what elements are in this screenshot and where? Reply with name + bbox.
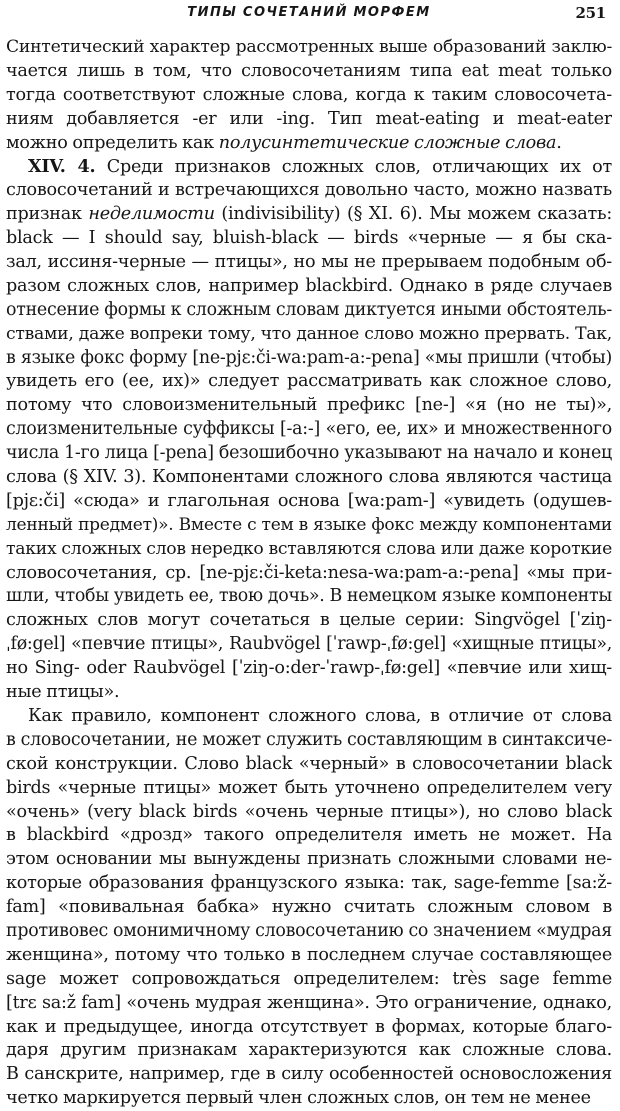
section-number: XIV. 4. bbox=[28, 156, 96, 178]
paragraph bbox=[6, 155, 612, 704]
text-run: как и предыдущее, иногда отсутствует в формах, которые благо- bbox=[6, 1016, 612, 1037]
italic-term: неделимости bbox=[88, 204, 215, 225]
text-run: Синтетический характер рассмотренных выше образований заклю- bbox=[6, 37, 612, 57]
text-run: чается лишь в том, что словосочетаниям типа eat meat только bbox=[6, 60, 612, 81]
text-line bbox=[6, 370, 612, 394]
text-run: слоизменительные суффиксы [-a:-] «его, ее, их» и множественного bbox=[6, 419, 612, 440]
page-number: 251 bbox=[575, 4, 606, 22]
text-run: ствами, даже вопреки тому, что данное слово можно прервать. Так, bbox=[6, 323, 612, 344]
text-run: black — I should say, bluish-black — birds «черные — я бы ска- bbox=[6, 228, 612, 249]
text-run: увидеть его (ее, их)» следует рассматривать как сложное слово, bbox=[6, 371, 612, 392]
text-line bbox=[6, 729, 612, 753]
text-run: birds «черные птицы» может быть уточнено определителем very bbox=[6, 777, 612, 798]
text-run: Как правило, компонент сложного слова, в отличие от слова bbox=[28, 705, 612, 726]
text-run: слова (§ XIV. 3). Компонентами сложного слова являются частица bbox=[6, 467, 612, 488]
text-line bbox=[6, 227, 612, 251]
text-run: . bbox=[556, 132, 562, 153]
text-line bbox=[6, 681, 612, 705]
text-run: шли, чтобы увидеть ее, твою дочь». В немецком языке компоненты bbox=[6, 586, 612, 607]
text-line bbox=[6, 562, 612, 586]
text-run: ленный предмет)». Вместе с тем в языке фокс между компонентами bbox=[6, 514, 612, 535]
text-run: fam] «повивальная бабка» нужно считать сложным словом в bbox=[6, 897, 612, 918]
text-line bbox=[6, 60, 612, 84]
text-line bbox=[6, 944, 612, 968]
italic-term: полусинтетические сложные слова bbox=[218, 132, 557, 153]
text-line bbox=[6, 1087, 612, 1111]
text-run: в blackbird «дрозд» такого определителя иметь не может. На bbox=[6, 825, 612, 846]
paragraph bbox=[6, 705, 612, 1111]
text-run: потому что словоизменительный префикс [ne-] «я (но не ты)», bbox=[6, 395, 612, 416]
text-line bbox=[6, 657, 612, 681]
text-line bbox=[6, 155, 612, 179]
text-line bbox=[6, 1063, 612, 1087]
text-run: разом сложных слов, например blackbird. Однако в ряде случаев bbox=[6, 275, 612, 296]
text-line bbox=[6, 705, 612, 729]
text-run: словосочетания, ср. [ne-pjɛ:či-keta:nesa-wa:pam-a:-pena] «мы при- bbox=[6, 562, 612, 583]
text-line bbox=[6, 299, 612, 323]
text-run: противовес омонимичному словосочетанию со значением «мудрая bbox=[6, 920, 612, 941]
text-run: таких сложных слов нередко вставляются слова или даже короткие bbox=[6, 538, 612, 559]
paragraph bbox=[6, 36, 612, 155]
text-run: которые образования французского языка: так, sage-femme [sa:ž- bbox=[6, 873, 612, 894]
text-line bbox=[6, 275, 612, 299]
text-run: в языке фокс форму [ne-pjɛ:či-wa:pam-a:-pena] «мы пришли (чтобы) bbox=[6, 347, 612, 368]
text-line bbox=[6, 801, 612, 825]
text-line bbox=[6, 609, 612, 633]
text-run: тогда соответствуют сложные слова, когда к таким словосочета- bbox=[6, 84, 612, 105]
text-run: числа 1-го лица [-pena] безошибочно указывают на начало и конец bbox=[6, 443, 612, 464]
text-line bbox=[6, 442, 612, 466]
text-run: этом основании мы вынуждены признать сложными словами не- bbox=[6, 849, 612, 870]
text-line bbox=[6, 418, 612, 442]
text-run: но Sing- oder Raubvögel [ˈziŋ-o:der-ˈrawp-ˌfø:gel] «певчие или хищ- bbox=[6, 658, 612, 679]
text-line bbox=[6, 848, 612, 872]
text-run: женщина», потому что только в последнем случае составляющее bbox=[6, 944, 612, 965]
text-line bbox=[6, 36, 612, 60]
text-run: (indivisibility) (§ XI. 6). Мы можем сказать: bbox=[214, 204, 612, 225]
text-line bbox=[6, 538, 612, 562]
text-line bbox=[6, 203, 612, 227]
text-line bbox=[6, 490, 612, 514]
text-run: даря другим признакам характеризуются как сложные слова. bbox=[6, 1040, 612, 1061]
text-run: сложных слов могут сочетаться в целые серии: Singvögel [ˈziŋ- bbox=[6, 610, 612, 631]
text-line bbox=[6, 872, 612, 896]
text-line bbox=[6, 394, 612, 418]
text-line bbox=[6, 251, 612, 275]
text-run: в словосочетании, не может служить составляющим в синтаксиче- bbox=[6, 729, 612, 750]
text-run: словосочетаний и встречающихся довольно часто, можно назвать bbox=[6, 180, 612, 201]
text-run: ниям добавляется -er или -ing. Тип meat-eating и meat-eater bbox=[6, 108, 612, 129]
text-line bbox=[6, 466, 612, 490]
text-line bbox=[6, 824, 612, 848]
text-line bbox=[6, 777, 612, 801]
text-run: В санскрите, например, где в силу особенностей основосложения bbox=[6, 1064, 612, 1085]
text-run: ные птицы». bbox=[6, 682, 120, 703]
text-line bbox=[6, 84, 612, 108]
text-line bbox=[6, 132, 612, 156]
text-line bbox=[6, 633, 612, 657]
text-line bbox=[6, 323, 612, 347]
text-line bbox=[6, 1016, 612, 1040]
text-line bbox=[6, 896, 612, 920]
text-run: Среди признаков сложных слов, отличающих их от bbox=[95, 157, 612, 178]
text-run: ˌfø:gel] «певчие птицы», Raubvögel [ˈrawp-ˌfø:gel] «хищные птицы», bbox=[6, 634, 612, 655]
page-body bbox=[6, 36, 612, 1111]
text-line bbox=[6, 753, 612, 777]
text-line bbox=[6, 347, 612, 371]
text-run: sage может сопровождаться определителем: très sage femme bbox=[6, 968, 612, 989]
text-line bbox=[6, 992, 612, 1016]
text-line bbox=[6, 920, 612, 944]
text-line bbox=[6, 585, 612, 609]
text-line bbox=[6, 179, 612, 203]
text-run: четко маркируется первый член сложных слов, он тем не менее bbox=[6, 1088, 591, 1109]
running-title: ТИПЫ СОЧЕТАНИЙ МОРФЕМ bbox=[187, 5, 431, 20]
text-run: зал, иссиня-черные — птицы», но мы не прерываем подобным об- bbox=[6, 252, 612, 273]
text-run: ской конструкции. Слово black «черный» в словосочетании black bbox=[6, 753, 612, 774]
text-run: признак bbox=[6, 204, 89, 225]
text-line bbox=[6, 514, 612, 538]
text-run: «очень» (very black birds «очень черные птицы»), но слово black bbox=[6, 801, 612, 822]
text-run: [trɛ sa:ž fam] «очень мудрая женщина». Это ограничение, однако, bbox=[6, 992, 612, 1013]
text-line bbox=[6, 1039, 612, 1063]
text-line bbox=[6, 968, 612, 992]
text-run: можно определить как bbox=[6, 132, 219, 153]
text-run: отнесение формы к сложным словам диктуется иными обстоятель- bbox=[6, 299, 612, 320]
page-header bbox=[6, 2, 612, 36]
text-run: [pjɛ:či] «сюда» и глагольная основа [wa:pam-] «увидеть (одушев- bbox=[6, 490, 612, 511]
text-line bbox=[6, 108, 612, 132]
